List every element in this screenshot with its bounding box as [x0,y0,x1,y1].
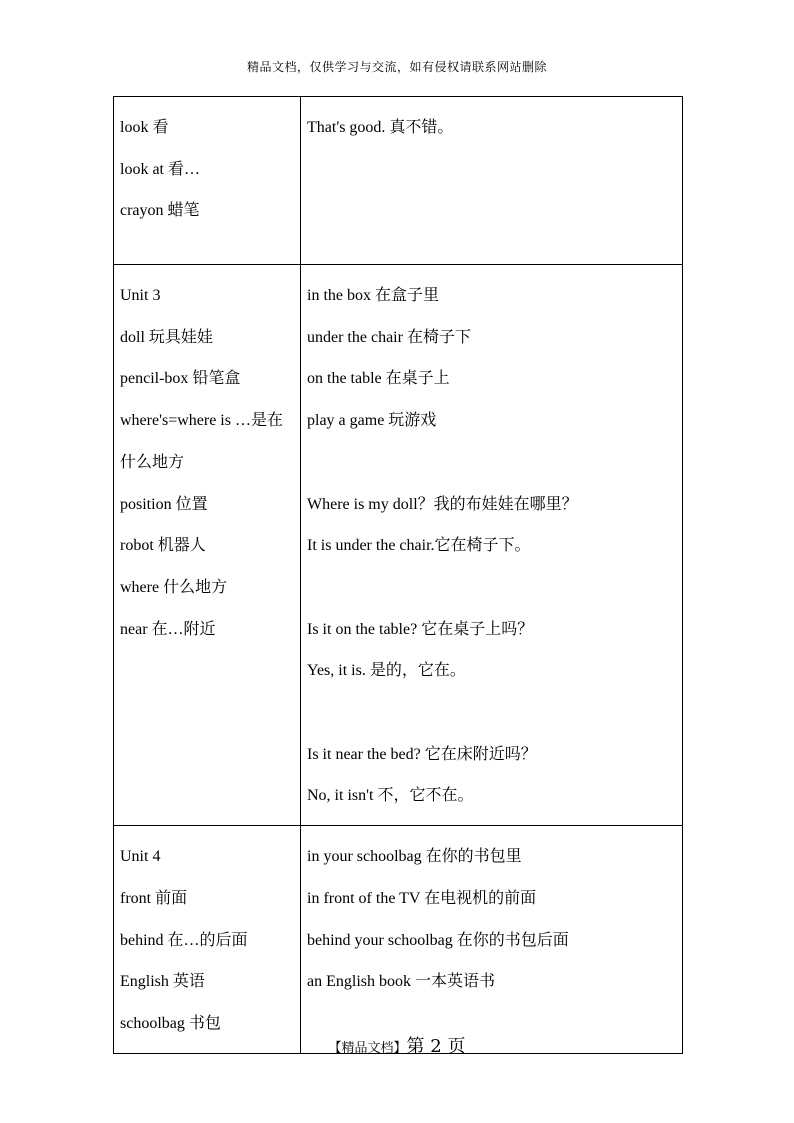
unit-heading: Unit 3 [120,287,161,304]
page-footer [0,1032,794,1058]
footer-tag: 【精品文档】 [328,1041,407,1056]
sentence-line: in front of the TV 在电视机的前面 [307,889,537,907]
sentence-line: Yes, it is. 是的，它在。 [307,662,466,680]
vocab-line: schoolbag 书包 [120,1014,221,1032]
blank-line [307,442,676,484]
sentence-line: Is it on the table? 它在桌子上吗？ [307,620,534,638]
sentence-line: in the box 在盒子里 [307,287,439,304]
sentence-line: No, it isn't 不，它不在。 [307,787,474,805]
table-row [114,826,683,1054]
page-header: 精品文档，仅供学习与交流，如有侵权请联系网站删除 [246,60,547,74]
unit-heading: Unit 4 [120,848,161,866]
table-row [114,97,683,265]
vocab-line: pencil-box 铅笔盒 [120,370,241,388]
sentences-cell [301,826,683,1054]
sentence-line: an English book 一本英语书 [307,973,495,991]
sentence-line: in your schoolbag 在你的书包里 [307,848,522,866]
vocab-line: position 位置 [120,495,208,513]
blank-line [307,692,676,734]
vocab-words-cell [114,826,301,1054]
sentence-line: That's good. 真不错。 [307,119,454,136]
vocab-words-cell [114,97,301,265]
sentence-line: play a game 玩游戏 [307,412,437,430]
vocab-line: near 在…附近 [120,620,216,638]
vocab-words-cell [114,265,301,826]
vocab-line: doll 玩具娃娃 [120,328,213,346]
sentence-line: It is under the chair.它在椅子下。 [307,537,531,555]
sentences-cell [301,265,683,826]
vocab-line: behind 在…的后面 [120,931,248,949]
vocab-line: robot 机器人 [120,537,206,555]
sentence-line: Is it near the bed? 它在床附近吗？ [307,745,537,763]
vocabulary-table [113,96,683,1054]
vocab-line: look 看 [120,119,169,136]
sentences-cell [301,97,683,265]
vocab-line: crayon 蜡笔 [120,202,200,220]
vocab-line: where's=where is …是在什么地方 [120,412,283,471]
table-row [114,265,683,826]
sentence-line: under the chair 在椅子下 [307,328,471,346]
sentence-line: on the table 在桌子上 [307,370,450,388]
vocab-line: where 什么地方 [120,578,228,596]
blank-line [307,567,676,609]
vocab-line: look at 看… [120,160,200,178]
vocab-line: front 前面 [120,889,188,907]
page-number: 第 2 页 [406,1036,466,1057]
vocab-line: English 英语 [120,973,205,991]
sentence-line: Where is my doll？我的布娃娃在哪里？ [307,495,578,513]
sentence-line: behind your schoolbag 在你的书包后面 [307,931,569,949]
